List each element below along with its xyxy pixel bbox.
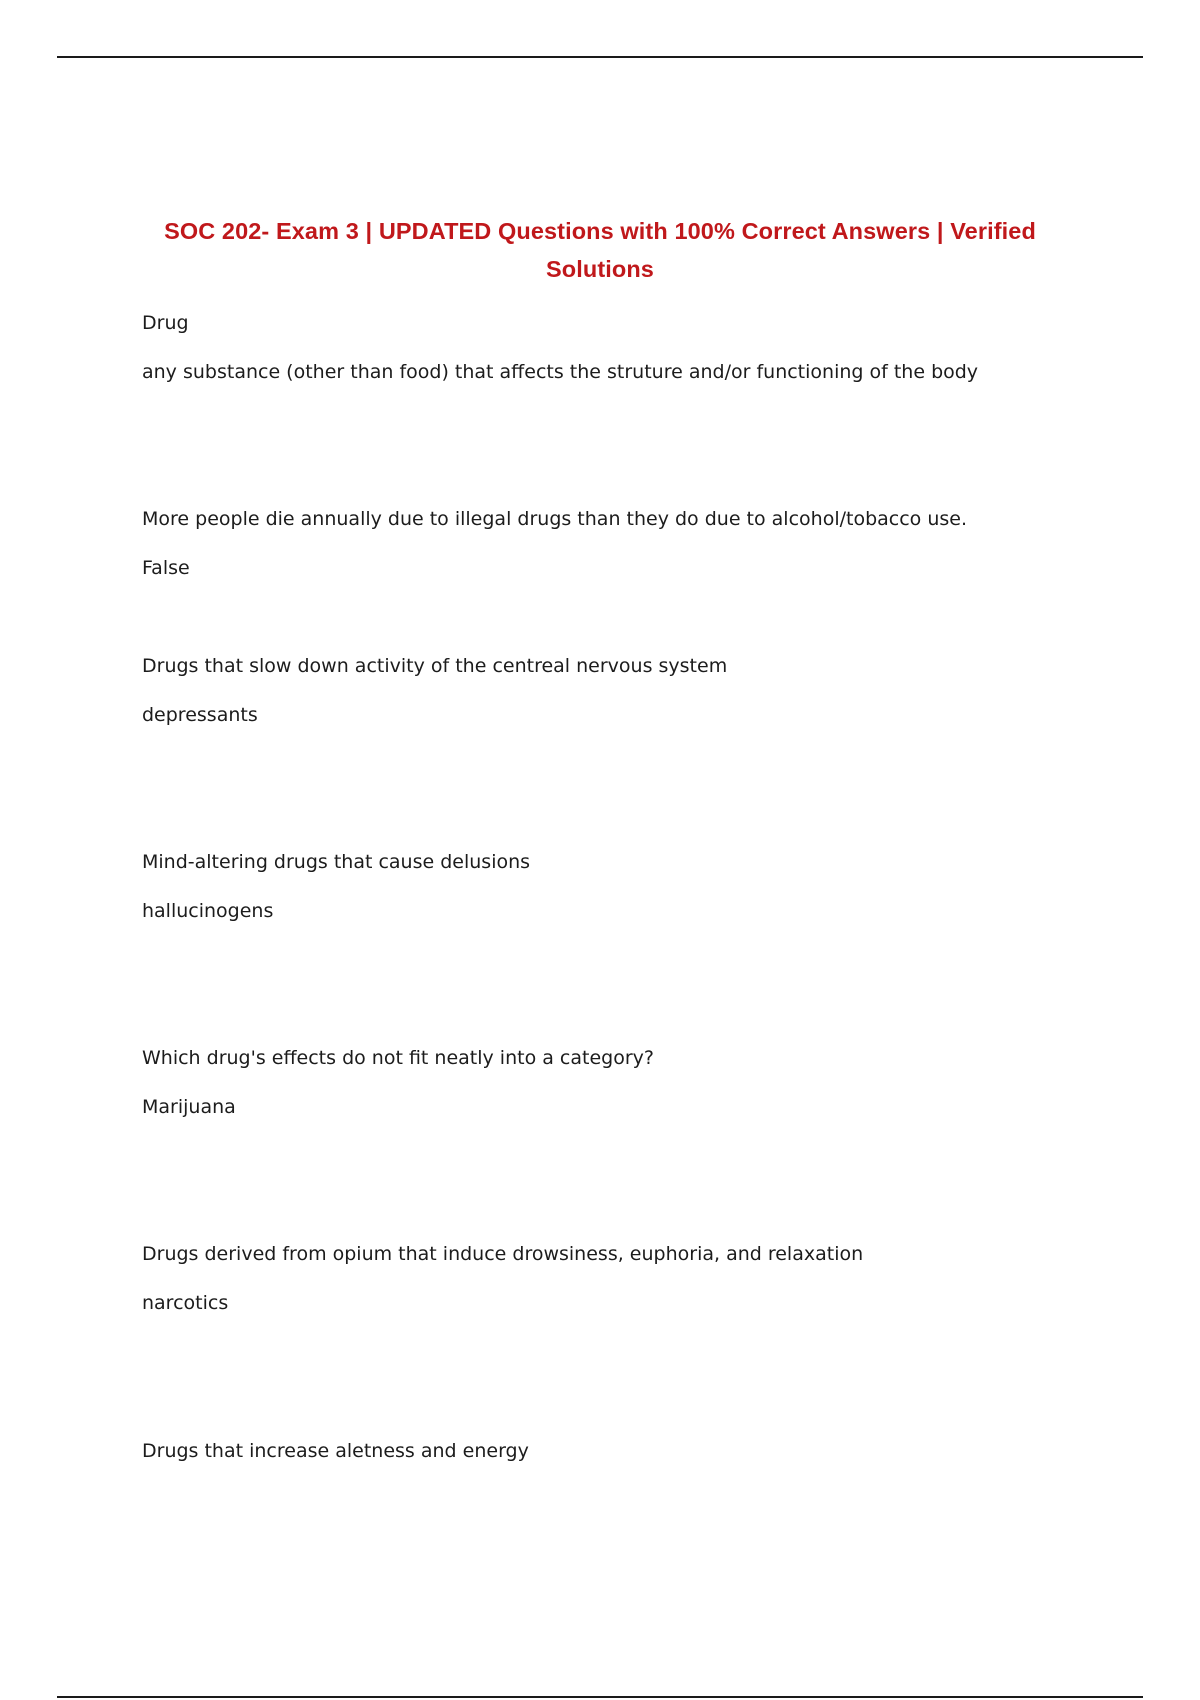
card-term: Drugs that slow down activity of the centreal nervous system (142, 655, 728, 677)
card-term: Drug (142, 312, 189, 334)
card-definition: False (142, 557, 190, 579)
card-definition: Marijuana (142, 1096, 236, 1118)
card-term: Which drug's effects do not fit neatly into a category? (142, 1047, 654, 1069)
card-definition: any substance (other than food) that affects the struture and/or functioning of the body (142, 361, 979, 383)
card-term: Mind-altering drugs that cause delusions (142, 851, 531, 873)
document-title: SOC 202- Exam 3 | UPDATED Questions with 100% Correct Answers | Verified Solutions (164, 218, 1036, 282)
bottom-rule (57, 1696, 1143, 1698)
card-definition: hallucinogens (142, 900, 274, 922)
card-term: Drugs that increase aletness and energy (142, 1440, 529, 1462)
card-term: Drugs derived from opium that induce drowsiness, euphoria, and relaxation (142, 1243, 864, 1265)
card-definition: depressants (142, 704, 258, 726)
card-definition: narcotics (142, 1292, 229, 1314)
card-term: More people die annually due to illegal drugs than they do due to alcohol/tobacco use. (142, 508, 968, 530)
top-rule (57, 56, 1143, 58)
